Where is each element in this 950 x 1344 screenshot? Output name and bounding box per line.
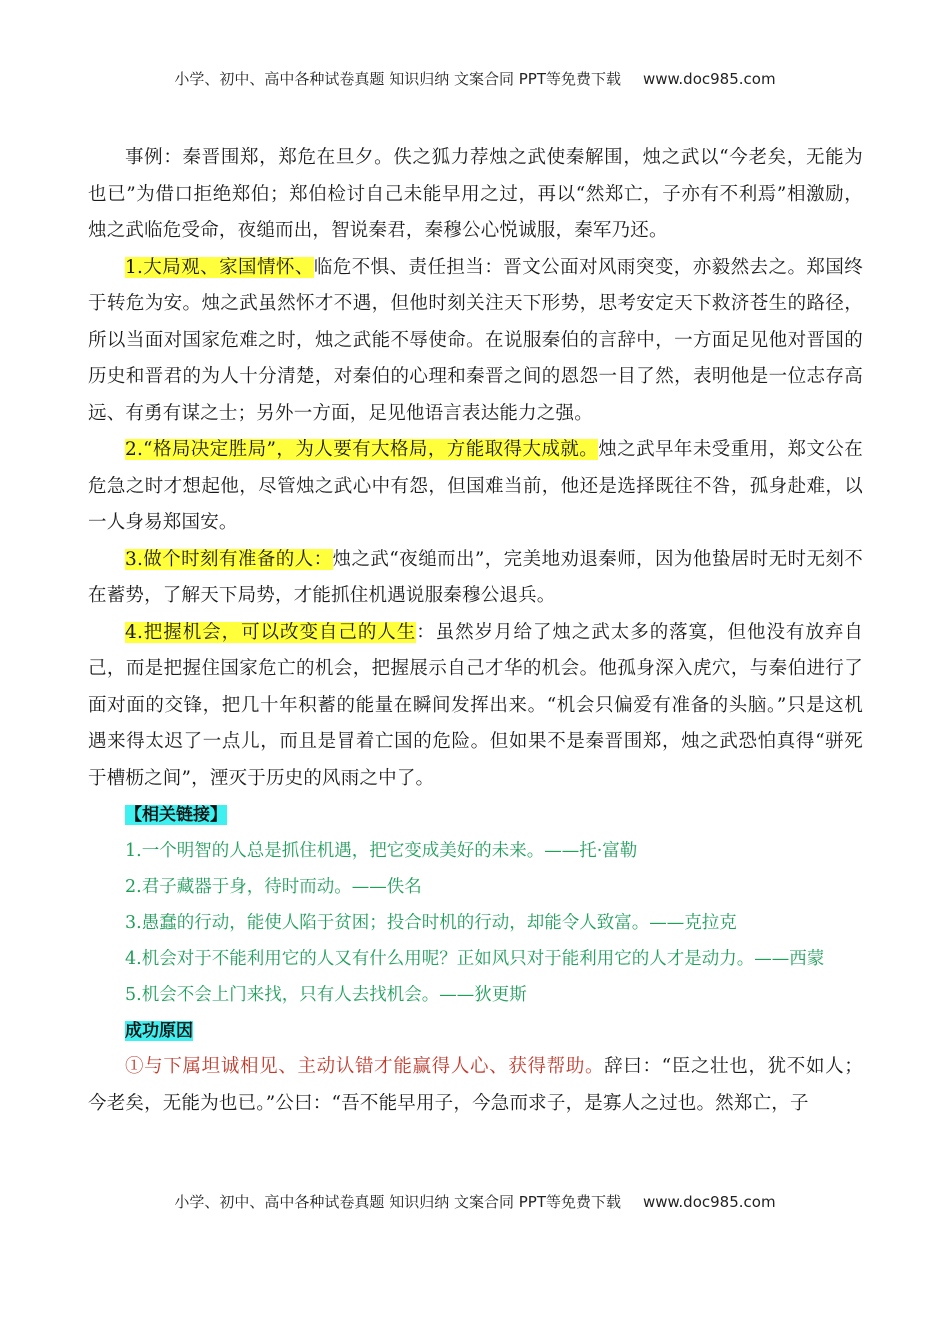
point-1-body: 晋文公面对风雨突变，亦毅然去之。郑国终于转危为安。烛之武虽然怀才不遇，但他时刻关注天下形势，思考安定天下救济苍生的路径，所以当面对国家危难之时，烛之武能不辱使命。在说服秦伯的言辞中，一方面足见他对晋国的历史和晋君的为人十分清楚，对秦伯的心理和秦晋之间的恩怨一目了然，表明他是一位志存高远、有勇有谋之士；另外一方面，足见他语言表达能力之强。	[88, 256, 863, 424]
document-body	[88, 140, 863, 1122]
page-footer	[0, 1191, 950, 1212]
success-body: 辞曰：“臣之壮也，犹不如人；今老矣，无能为也已。”公曰：“吾不能早用子，今急而求子，是寡人之过也。然郑亡，子	[88, 1056, 863, 1114]
point-4-highlight: 4.把握机会，可以改变自己的人生	[125, 621, 417, 643]
example-paragraph: 事例：秦晋围郑，郑危在旦夕。佚之狐力荐烛之武使秦解围，烛之武以“今老矣，无能为也已”为借口拒绝郑伯；郑伯检讨自己未能早用之过，再以“然郑亡，子亦有不利焉”相激励，烛之武临危受命，夜缒而出，智说秦君，秦穆公心悦诚服，秦军乃还。	[88, 147, 863, 241]
point-4	[88, 615, 863, 798]
related-item-3: 3.愚蠢的行动，能使人陷于贫困；投合时机的行动，却能令人致富。——克拉克	[125, 913, 737, 933]
related-item-4: 4.机会对于不能利用它的人又有什么用呢？正如风只对于能利用它的人才是动力。——西蒙	[125, 949, 825, 969]
point-2	[88, 432, 863, 542]
point-1	[88, 250, 863, 433]
point-2-highlight: 2.“格局决定胜局”，为人要有大格局，方能取得大成就。	[125, 439, 599, 460]
point-3-body: 烛之武“夜缒而出”，完美地劝退秦师，因为他蛰居时无时无刻不在蓄势，了解天下局势，才能抓住机遇说服秦穆公退兵。	[88, 548, 863, 606]
success-title: 成功原因	[125, 1021, 193, 1041]
header-text: 小学、初中、高中各种试卷真题 知识归纳 文案合同 PPT等免费下载	[174, 70, 621, 88]
point-3-highlight: 3.做个时刻有准备的人：	[125, 548, 333, 570]
related-item-1: 1.一个明智的人总是抓住机遇，把它变成美好的未来。——托·富勒	[125, 841, 638, 861]
point-1-highlight: 1.大局观、家国情怀、	[125, 256, 314, 278]
footer-url[interactable]: www.doc985.com	[642, 1193, 776, 1211]
success-heading	[88, 1013, 863, 1049]
related-item-5: 5.机会不会上门来找，只有人去找机会。——狄更斯	[125, 985, 527, 1005]
page-header	[0, 68, 950, 89]
related-item-2: 2.君子藏器于身，待时而动。——佚名	[125, 877, 422, 897]
related-links-title: 【相关链接】	[125, 805, 227, 825]
point-4-body: ：虽然岁月给了烛之武太多的落寞，但他没有放弃自己，而是把握住国家危亡的机会，把握展示自己才华的机会。他孤身深入虎穴，与秦伯进行了面对面的交锋，把几十年积蓄的能量在瞬间发挥出来。“机会只偏爱有准备的头脑。”只是这机遇来得太迟了一点儿，而且是冒着亡国的危险。但如果不是秦晋围郑，烛之武恐怕真得“骈死于槽枥之间”，湮灭于历史的风雨之中了。	[88, 621, 863, 789]
related-links-heading	[88, 797, 863, 833]
header-url[interactable]: www.doc985.com	[642, 70, 776, 88]
point-1-lead2: 临危不惧、责任担当：	[313, 256, 504, 278]
footer-text: 小学、初中、高中各种试卷真题 知识归纳 文案合同 PPT等免费下载	[174, 1193, 621, 1211]
success-lead: ①与下属坦诚相见、主动认错才能赢得人心、获得帮助。	[125, 1056, 605, 1077]
point-2-body: 烛之武早年未受重用，郑文公在危急之时才想起他，尽管烛之武心中有怨，但国难当前，他还是选择既往不咎，孤身赴难，以一人身易郑国安。	[88, 439, 864, 533]
success-paragraph	[88, 1049, 863, 1122]
point-3	[88, 542, 863, 615]
